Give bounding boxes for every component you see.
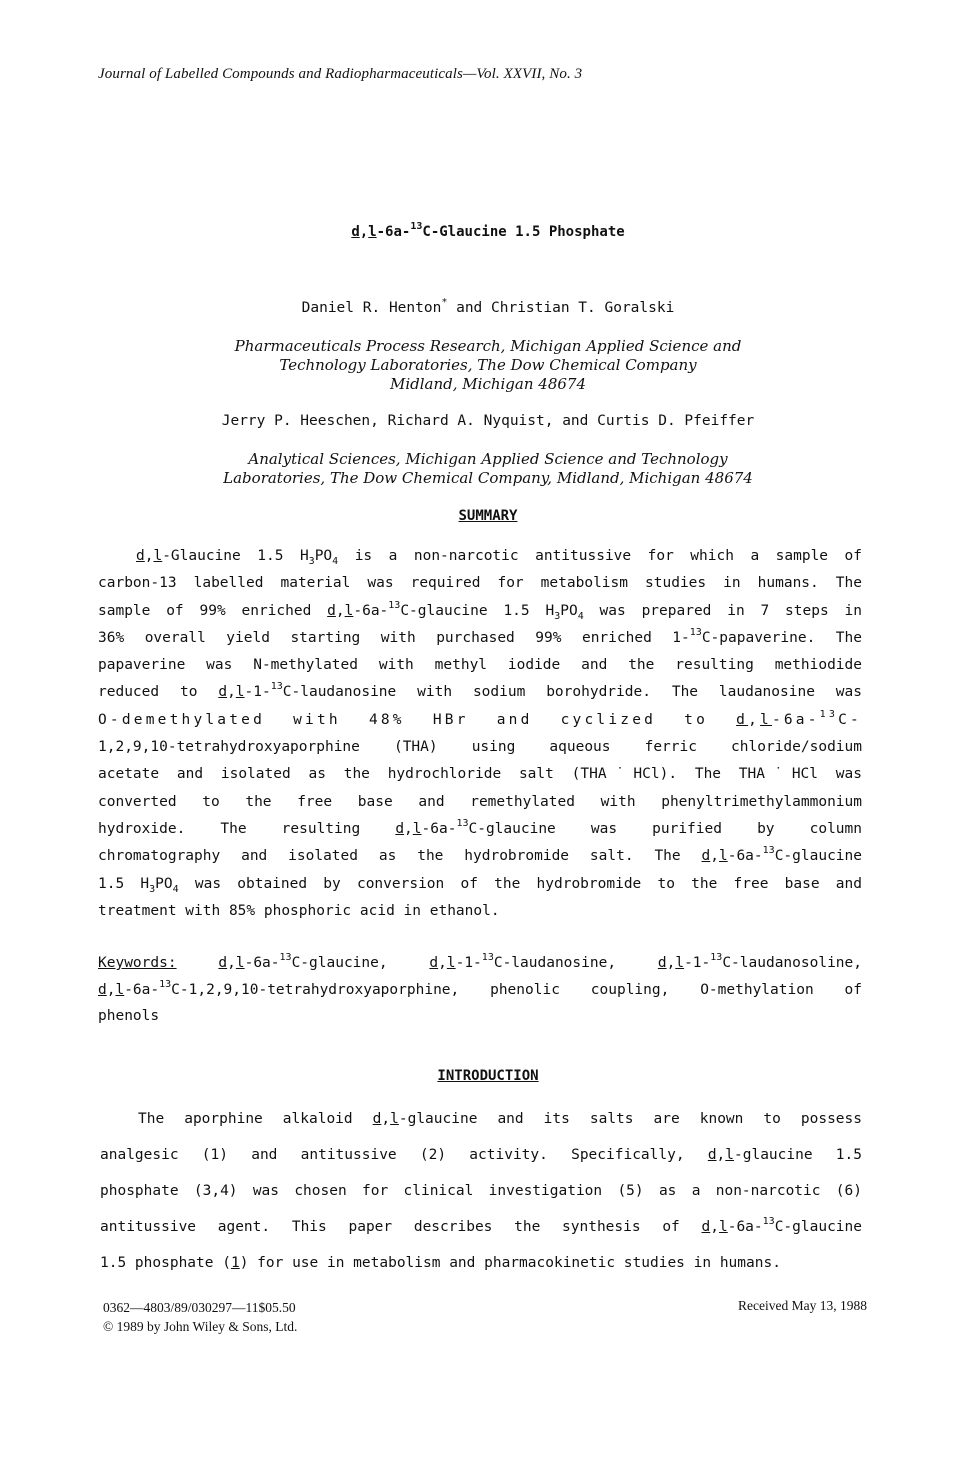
- keywords-line: phenols: [98, 1008, 160, 1024]
- keywords-line: d,l-6a-$^{13}$C-1,2,9,10-tetrahydroxyaporphine, phenolic coupling, O-methylation of: [98, 978, 862, 998]
- title-l: l: [368, 224, 377, 240]
- copyright-notice: © 1989 by John Wiley & Sons, Ltd.: [103, 1319, 298, 1334]
- journal-header: Journal of Labelled Compounds and Radiopharmaceuticals—Vol. XXVII, No. 3: [98, 66, 583, 82]
- received-date: Received May 13, 1988: [738, 1298, 867, 1313]
- author-henton: Daniel R. Henton: [301, 300, 442, 316]
- title-post: C-Glaucine 1.5 Phosphate: [422, 224, 625, 240]
- intro-line: The aporphine alkaloid d,l-glaucine and its salts are known to possess: [138, 1111, 862, 1127]
- authors-group-2: Jerry P. Heeschen, Richard A. Nyquist, and Curtis D. Pfeiffer: [221, 413, 755, 429]
- authors-group-1: [0, 297, 976, 316]
- keywords: [98, 950, 862, 1030]
- title-pre: -6a-: [376, 224, 411, 240]
- summary-line: converted to the free base and remethylated with phenyltrimethylammonium: [98, 793, 862, 810]
- introduction-text: [100, 1101, 862, 1281]
- intro-line: antitussive agent. This paper describes the synthesis of d,l-6a-$^{13}$C-glaucine: [100, 1216, 862, 1235]
- affiliation-1-line: Midland, Michigan 48674: [389, 375, 586, 393]
- title-isotope: 13: [410, 221, 423, 232]
- summary-line: treatment with 85% phosphoric acid in ethanol.: [98, 902, 500, 919]
- title-d: d: [351, 224, 360, 240]
- summary-line: d,l-Glaucine 1.5 $H_3PO_4$ is a non-narcotic antitussive for which a sample of: [136, 548, 862, 567]
- affiliation-1: [0, 337, 976, 394]
- affiliation-2-line: Analytical Sciences, Michigan Applied Science and Technology: [248, 450, 728, 468]
- summary-line: papaverine was N-methylated with methyl iodide and the resulting methiodide: [98, 657, 862, 674]
- introduction-heading: INTRODUCTION: [437, 1068, 539, 1084]
- summary-line: O-demethylated with 48% HBr and cyclized to d,l-6a-$^{13}$C-: [98, 708, 862, 728]
- intro-line: phosphate (3,4) was chosen for clinical investigation (5) as a non-narcotic (6): [100, 1183, 862, 1199]
- summary-line: 1.5 $H_3PO_4$ was obtained by conversion of the hydrobromide to the free base and: [98, 875, 862, 895]
- footer-left: [103, 1298, 297, 1336]
- intro-line: analgesic (1) and antitussive (2) activity. Specifically, d,l-glaucine 1.5: [100, 1147, 862, 1163]
- summary-line: chromatography and isolated as the hydrobromide salt. The d,l-6a-$^{13}$C-glaucine: [98, 845, 862, 865]
- summary-line: sample of 99% enriched d,l-6a-$^{13}$C-glaucine 1.5 $H_3PO_4$ was prepared in 7 steps in: [98, 599, 862, 622]
- affiliation-2-line: Laboratories, The Dow Chemical Company, Midland, Michigan 48674: [223, 469, 753, 487]
- article-code: 0362—4803/89/030297—11$05.50: [103, 1300, 296, 1315]
- affiliation-1-line: Pharmaceuticals Process Research, Michigan Applied Science and: [234, 337, 742, 355]
- paper-title: d,l-6a-$^{13}$C-Glaucine 1.5 Phosphate: [351, 221, 625, 240]
- summary-line: acetate and isolated as the hydrochloride salt (THA˙HCl). The THA˙HCl was: [98, 766, 862, 783]
- intro-line: 1.5 phosphate (1) for use in metabolism and pharmacokinetic studies in humans.: [100, 1255, 781, 1271]
- summary-line: reduced to d,l-1-$^{13}$C-laudanosine with sodium borohydride. The laudanosine was: [98, 681, 862, 701]
- compound-number: 1: [230, 1255, 240, 1271]
- affiliation-2: [0, 450, 976, 488]
- summary-text: [98, 543, 862, 925]
- corresponding-author-mark: *: [441, 297, 448, 308]
- keywords-label: Keywords:: [98, 955, 177, 971]
- summary-line: 1,2,9,10-tetrahydroxyaporphine (THA) using aqueous ferric chloride/sodium: [98, 739, 862, 756]
- affiliation-1-line: Technology Laboratories, The Dow Chemical Company: [279, 356, 697, 374]
- summary-line: hydroxide. The resulting d,l-6a-$^{13}$C-glaucine was purified by column: [98, 817, 862, 837]
- summary-line: carbon-13 labelled material was required for metabolism studies in humans. The: [98, 575, 862, 592]
- author-goralski: and Christian T. Goralski: [447, 300, 675, 316]
- keywords-line: Keywords: d,l-6a-$^{13}$C-glaucine, d,l-1-$^{13}$C-laudanosine, d,l-1-$^{13}$C-laudanosoline,: [98, 952, 862, 971]
- summary-heading: SUMMARY: [458, 508, 518, 524]
- summary-line: 36% overall yield starting with purchased 99% enriched 1-$^{13}$C-papaverine. The: [98, 626, 862, 646]
